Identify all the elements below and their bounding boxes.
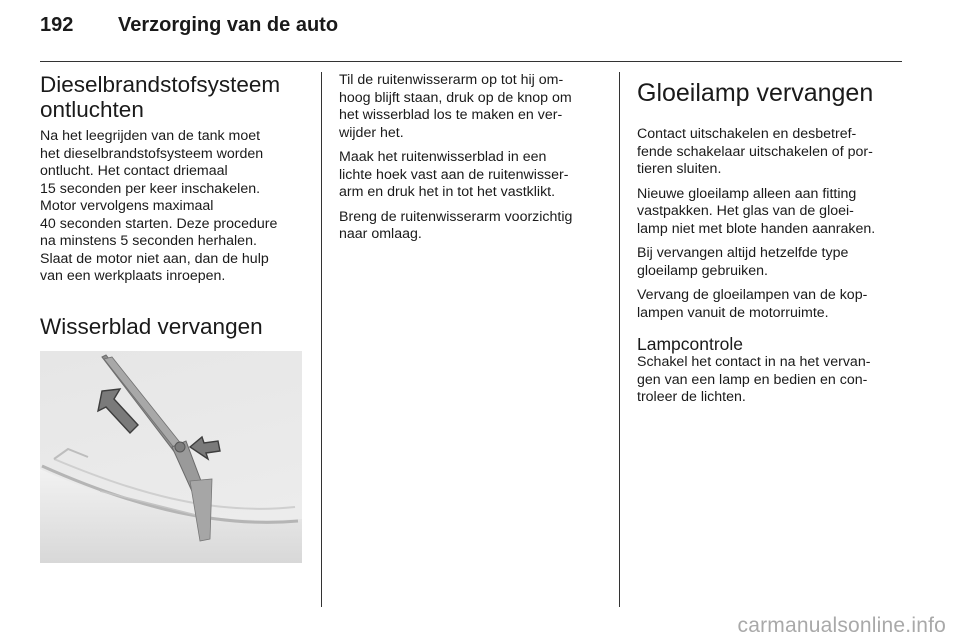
wiper-step-1 <box>339 72 607 142</box>
text-line: troleer de lichten. <box>637 389 746 405</box>
text-line: na minstens 5 seconden herhalen. <box>40 233 257 249</box>
text-line: Contact uitschakelen en desbetref- <box>637 126 857 142</box>
bulb-paragraph-4 <box>637 287 905 322</box>
text-line: arm en druk het in tot het vastklikt. <box>339 184 556 200</box>
text-line: Nieuwe gloeilamp alleen aan fitting <box>637 185 857 202</box>
text-line: het wisserblad los te maken en ver- <box>339 107 563 123</box>
section-heading-bulb: Gloeilamp vervangen <box>637 79 874 107</box>
wiper-blade-illustration <box>40 351 302 563</box>
text-line: Na het leegrijden van de tank moet <box>40 128 261 144</box>
text-line: lampen vanuit de motorruimte. <box>637 304 829 321</box>
text-line: Maak het ruitenwisserblad in een <box>339 149 547 165</box>
text-line: vastpakken. Het glas van de gloei- <box>637 203 854 219</box>
column-1 <box>40 72 308 563</box>
text-line: Motor vervolgens maximaal <box>40 198 214 214</box>
text-line: Til de ruitenwisserarm op tot hij om- <box>339 72 564 88</box>
text-line: 15 seconden per keer inschakelen. <box>40 180 261 197</box>
watermark: carmanualsonline.info <box>737 614 946 637</box>
section-heading-wiper: Wisserblad vervangen <box>40 313 263 339</box>
text-line: Breng de ruitenwisserarm voorzichtig <box>339 208 573 225</box>
text-line: hoog blijft staan, druk op de knop om <box>339 89 572 106</box>
bulb-paragraph-2 <box>637 186 905 239</box>
heading-line: ontluchten <box>40 97 144 122</box>
text-line: Slaat de motor niet aan, dan de hulp <box>40 250 269 267</box>
text-line: Bij vervangen altijd hetzelfde type <box>637 245 849 261</box>
text-line: naar omlaag. <box>339 226 422 242</box>
text-line: van een werkplaats inroepen. <box>40 268 226 284</box>
column-divider-1 <box>321 72 322 607</box>
column-3 <box>637 72 905 414</box>
text-line: Vervang de gloeilampen van de kop- <box>637 287 868 303</box>
text-line: gloeilamp gebruiken. <box>637 262 768 279</box>
text-line: 40 seconden starten. Deze procedure <box>40 215 278 232</box>
column-divider-2 <box>619 72 620 607</box>
page-header <box>40 14 338 37</box>
diesel-paragraph <box>40 128 308 286</box>
text-line: gen van een lamp en bedien en con- <box>637 371 868 388</box>
wiper-step-3 <box>339 209 607 244</box>
wiper-blade-icon <box>40 351 302 563</box>
text-line: Schakel het contact in na het vervan- <box>637 354 871 370</box>
heading-line: Dieselbrandstofsysteem <box>40 72 281 97</box>
bulb-paragraph-1 <box>637 126 905 179</box>
column-2 <box>339 72 607 251</box>
bulb-paragraph-3 <box>637 245 905 280</box>
text-line: het dieselbrandstofsysteem worden <box>40 145 264 162</box>
section-heading-diesel <box>40 72 308 122</box>
text-line: wijder het. <box>339 124 404 141</box>
wiper-step-2 <box>339 149 607 202</box>
text-line: tieren sluiten. <box>637 161 722 177</box>
subheading-lampcontrole: Lampcontrole <box>637 334 744 354</box>
text-line: lamp niet met blote handen aanraken. <box>637 220 876 237</box>
text-line: ontlucht. Het contact driemaal <box>40 163 228 179</box>
lampcontrole-paragraph <box>637 354 905 407</box>
text-line: fende schakelaar uitschakelen of por- <box>637 143 873 160</box>
chapter-title: Verzorging van de auto <box>118 14 339 36</box>
text-line: lichte hoek vast aan de ruitenwisser- <box>339 166 569 183</box>
header-rule <box>40 61 902 62</box>
page-number: 192 <box>40 14 74 36</box>
